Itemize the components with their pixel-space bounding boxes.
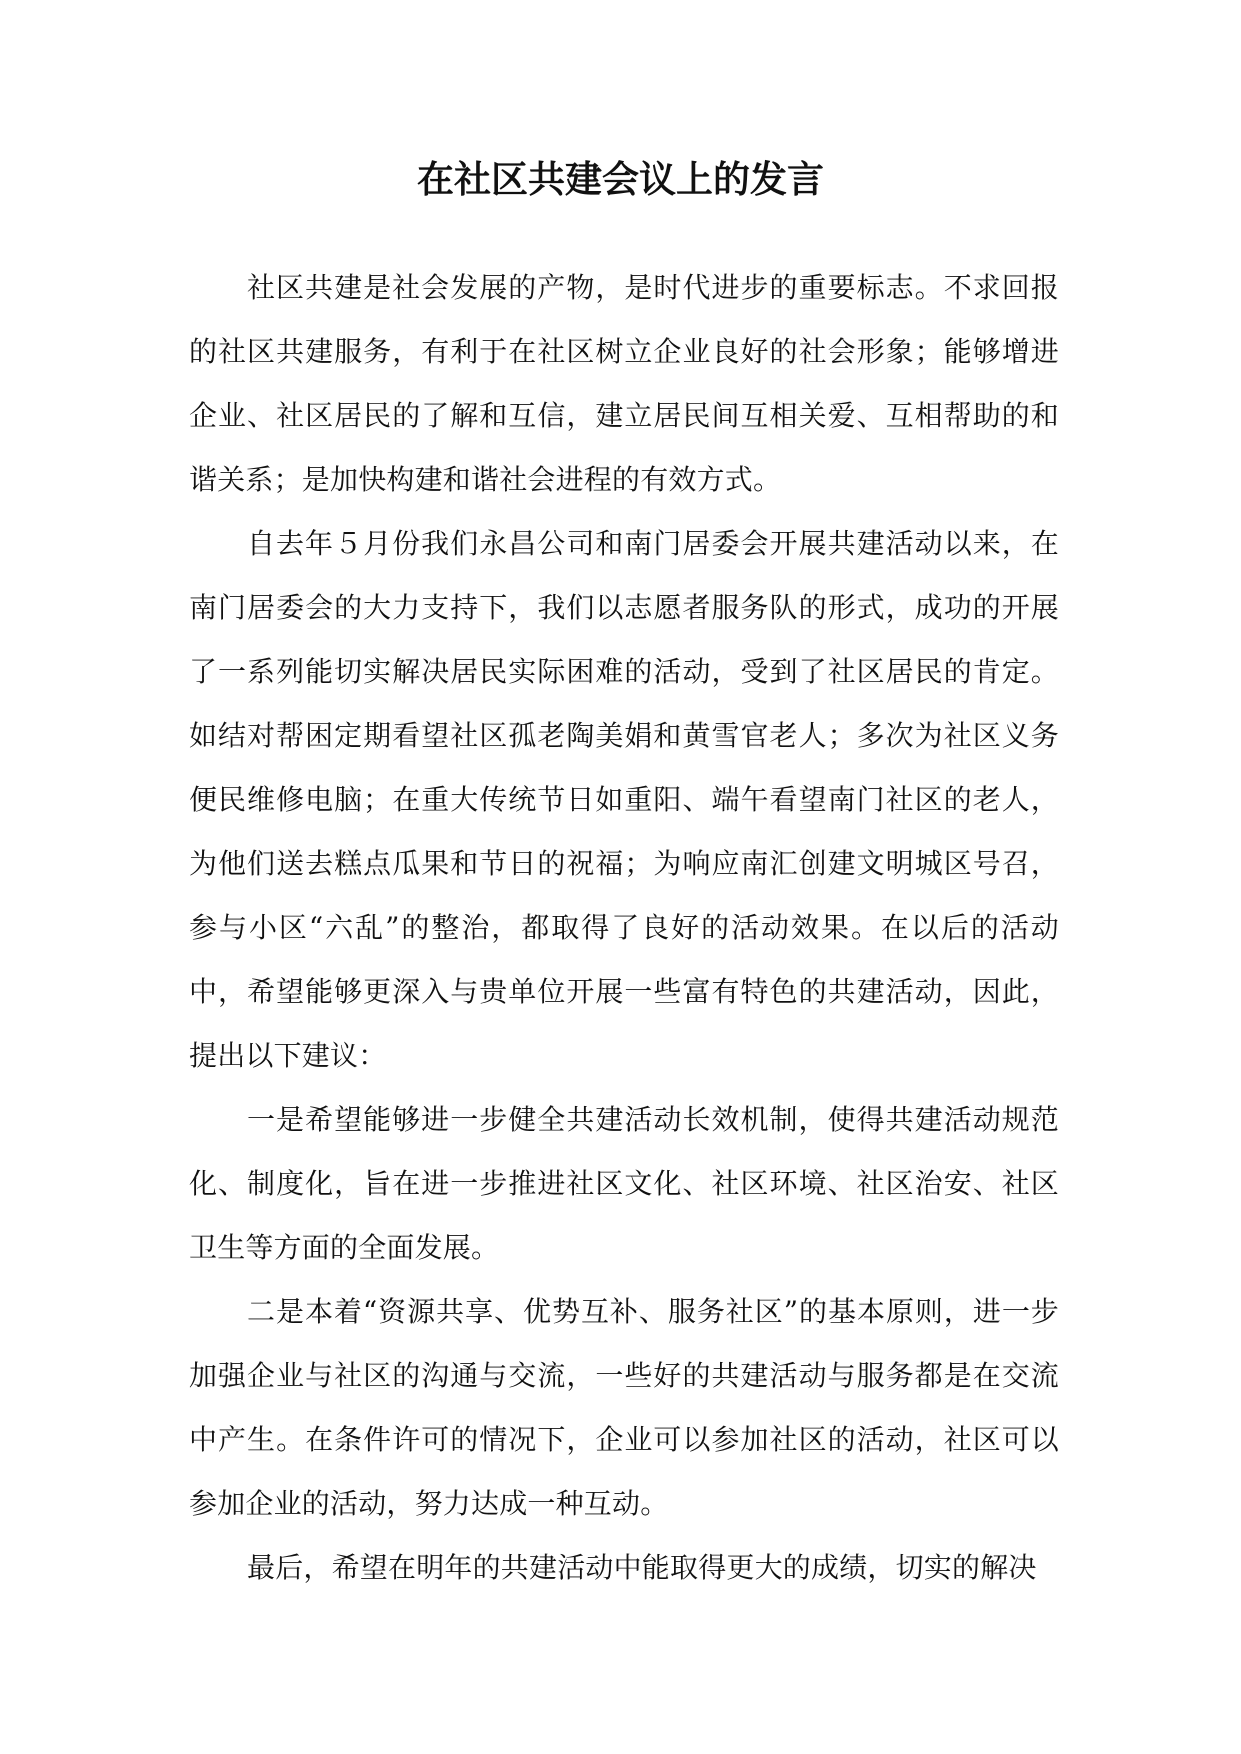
- document-body: [189, 256, 1059, 1600]
- paragraph-3: 一是希望能够进一步健全共建活动长效机制，使得共建活动规范化、制度化，旨在进一步推进社区文化、社区环境、社区治安、社区卫生等方面的全面发展。: [189, 1103, 1059, 1264]
- document-title: 在社区共建会议上的发言: [417, 157, 824, 201]
- paragraph-1: 社区共建是社会发展的产物，是时代进步的重要标志。不求回报的社区共建服务，有利于在社区树立企业良好的社会形象；能够增进企业、社区居民的了解和互信，建立居民间互相关爱、互相帮助的和谐关系；是加快构建和谐社会进程的有效方式。: [189, 271, 1059, 496]
- paragraph-4: 二是本着“资源共享、优势互补、服务社区”的基本原则，进一步加强企业与社区的沟通与交流，一些好的共建活动与服务都是在交流中产生。在条件许可的情况下，企业可以参加社区的活动，社区可以参加企业的活动，努力达成一种互动。: [189, 1295, 1059, 1520]
- paragraph-2: 自去年５月份我们永昌公司和南门居委会开展共建活动以来，在南门居委会的大力支持下，我们以志愿者服务队的形式，成功的开展了一系列能切实解决居民实际困难的活动，受到了社区居民的肯定。如结对帮困定期看望社区孤老陶美娟和黄雪官老人；多次为社区义务便民维修电脑；在重大传统节日如重阳、端午看望南门社区的老人，为他们送去糕点瓜果和节日的祝福；为响应南汇创建文明城区号召，参与小区“六乱”的整治，都取得了良好的活动效果。在以后的活动中，希望能够更深入与贵单位开展一些富有特色的共建活动，因此，提出以下建议：: [189, 527, 1059, 1072]
- paragraph-5: 最后，希望在明年的共建活动中能取得更大的成绩，切实的解决: [247, 1551, 1037, 1584]
